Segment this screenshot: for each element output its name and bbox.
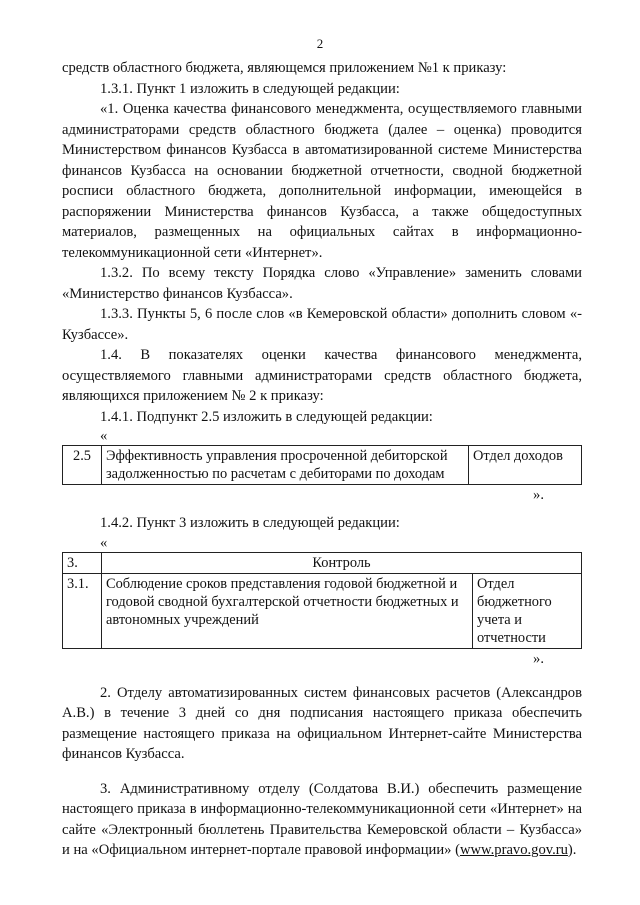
table-row xyxy=(63,446,582,485)
table-header-number: 3. xyxy=(63,552,102,573)
table-header-text: Контроль xyxy=(102,552,582,573)
table-row xyxy=(63,552,582,573)
paragraph-1-3-1: 1.3.1. Пункт 1 изложить в следующей редакции: xyxy=(100,80,400,97)
paragraph-1-4: 1.4. В показателях оценки качества финансового менеджмента, осуществляемого главными администраторами средств областного бюджета, являющихся приложением № 2 к приказу: xyxy=(62,347,582,404)
table-cell-department: Отдел доходов xyxy=(469,446,582,485)
table-cell-text: Эффективность управления просроченной дебиторской задолженностью по расчетам с дебиторами по доходам xyxy=(102,446,469,485)
paragraph-1-4-1: 1.4.1. Подпункт 2.5 изложить в следующей редакции: xyxy=(100,408,433,425)
quote-open-mark-2: « xyxy=(100,534,108,551)
paragraph-quoted-clause-1: «1. Оценка качества финансового менеджмента, осуществляемого главными администраторами средств областного бюджета (далее – оценка) проводится Министерством финансов Кузбасса в автоматизированной системе Министерства финансов Кузбасса на основании бюджетной отчетности, сводной бюджетной росписи областного бюджета, дополнительной информации, имеющейся в распоряжении Министерства финансов Кузбасса, а также общедоступных материалов, размещенных на официальных сайтах в информационно-телекоммуникационной сети «Интернет». xyxy=(62,101,582,261)
table-cell-number: 2.5 xyxy=(63,446,102,485)
paragraph-3-text: 3. Административному отделу (Солдатова В.И.) обеспечить размещение настоящего приказа в информационно-телекоммуникационной сети «Интернет» на сайте «Электронный бюллетень Правительства Кемеровской области – Кузбасса» и на «Официальном интернет-портале правовой информации» ( xyxy=(62,780,582,858)
paragraph-continuation: средств областного бюджета, являющемся приложением №1 к приказу: xyxy=(62,60,507,76)
table-cell-department: Отдел бюджетного учета и отчетности xyxy=(473,573,582,648)
table-row xyxy=(63,573,582,648)
paragraph-2: 2. Отделу автоматизированных систем финансовых расчетов (Александров А.В.) в течение 3 дней со дня подписания настоящего приказа обеспечить размещение настоящего приказа на официальном Интернет-сайте Министерства финансов Кузбасса. xyxy=(62,684,582,762)
quote-close-mark-2: ». xyxy=(533,650,544,667)
indicator-table-3 xyxy=(62,552,582,649)
paragraph-3-end: ). xyxy=(567,842,577,858)
pravo-link[interactable]: www.pravo.gov.ru xyxy=(459,842,568,858)
quote-close-mark-1: ». xyxy=(533,487,544,503)
document-body xyxy=(62,58,582,861)
paragraph-1-3-3: 1.3.3. Пункты 5, 6 после слов «в Кемеровской области» дополнить словом «-Кузбассе». xyxy=(62,306,582,343)
paragraph-1-4-2: 1.4.2. Пункт 3 изложить в следующей редакции: xyxy=(100,515,400,531)
indicator-table-2-5 xyxy=(62,445,582,485)
table-cell-number: 3.1. xyxy=(63,573,102,648)
quote-open-mark-1: « xyxy=(100,428,108,444)
paragraph-3 xyxy=(62,779,582,861)
table-cell-text: Соблюдение сроков представления годовой бюджетной и годовой сводной бухгалтерской отчетности бюджетных и автономных учреждений xyxy=(102,573,473,648)
paragraph-1-3-2: 1.3.2. По всему тексту Порядка слово «Управление» заменить словами «Министерство финансов Кузбасса». xyxy=(62,265,582,302)
page-number: 2 xyxy=(316,36,324,51)
